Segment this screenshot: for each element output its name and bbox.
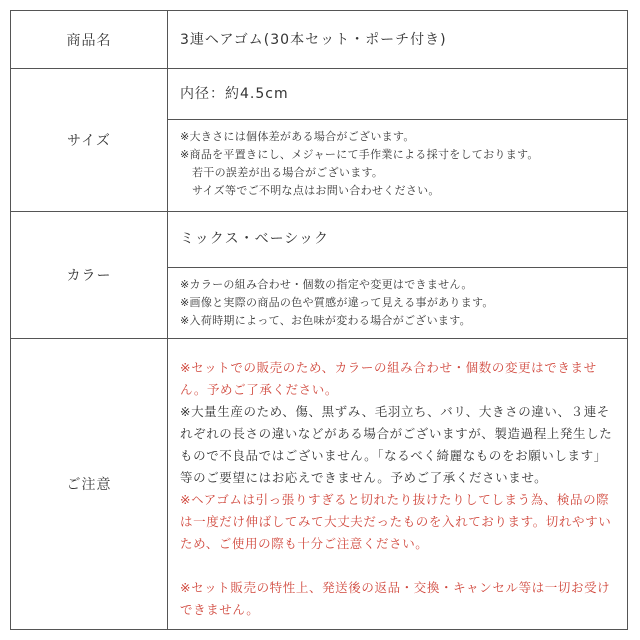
label-color: カラー — [11, 212, 168, 338]
row-product-name — [10, 10, 628, 69]
row-caution — [10, 339, 628, 630]
caution-para-1: ※セットでの販売のため、カラーの組み合わせ・個数の変更はできません。予めご了承ください。 — [180, 360, 597, 397]
label-caution: ご注意 — [11, 339, 168, 629]
size-note-4: サイズ等でご不明な点はお問い合わせください。 — [192, 184, 440, 197]
size-value: 内径：約4.5cm — [180, 86, 289, 102]
row-color — [10, 212, 628, 339]
size-notes — [168, 119, 627, 211]
label-product-name: 商品名 — [11, 11, 168, 68]
content-product-name — [168, 11, 627, 68]
size-note-2: ※商品を平置きにし、メジャーにて手作業による採寸をしております。 — [180, 148, 539, 161]
caution-para-2: ※大量生産のため、傷、黒ずみ、毛羽立ち、バリ、大きさの違い、３連それぞれの長さの違いなどがある場合がございますが、製造過程上発生したもので不良品ではございません。「なるべく綺麗なものをお願いします」等のご要望にはお応えできません。予めご了承くださいませ。 — [180, 404, 613, 485]
color-note-2: ※画像と実際の商品の色や質感が違って見える事があります。 — [180, 296, 494, 309]
color-note-1: ※カラーの組み合わせ・個数の指定や変更はできません。 — [180, 278, 473, 291]
caution-text — [168, 339, 627, 629]
content-size — [168, 69, 627, 211]
content-color — [168, 212, 627, 338]
color-notes — [168, 267, 627, 338]
caution-spacer — [180, 555, 619, 577]
caution-para-3: ※ヘアゴムは引っ張りすぎると切れたり抜けたりしてしまう為、検品の際は一度だけ伸ばしてみて大丈夫だったものを入れております。切れやすいため、ご使用の際も十分ご注意ください。 — [180, 492, 612, 551]
content-caution — [168, 339, 627, 629]
row-size — [10, 69, 628, 212]
color-note-3: ※入荷時期によって、お色味が変わる場合がございます。 — [180, 314, 471, 327]
label-size: サイズ — [11, 69, 168, 211]
product-name-value: 3連ヘアゴム(30本セット・ポーチ付き) — [180, 32, 447, 48]
color-value: ミックス・ベーシック — [180, 231, 330, 247]
size-note-1: ※大きさには個体差がある場合がございます。 — [180, 130, 415, 143]
size-note-3: 若干の誤差が出る場合がございます。 — [192, 166, 384, 179]
caution-para-4: ※セット販売の特性上、発送後の返品・交換・キャンセル等は一切お受けできません。 — [180, 580, 611, 617]
product-spec-table — [10, 10, 630, 630]
